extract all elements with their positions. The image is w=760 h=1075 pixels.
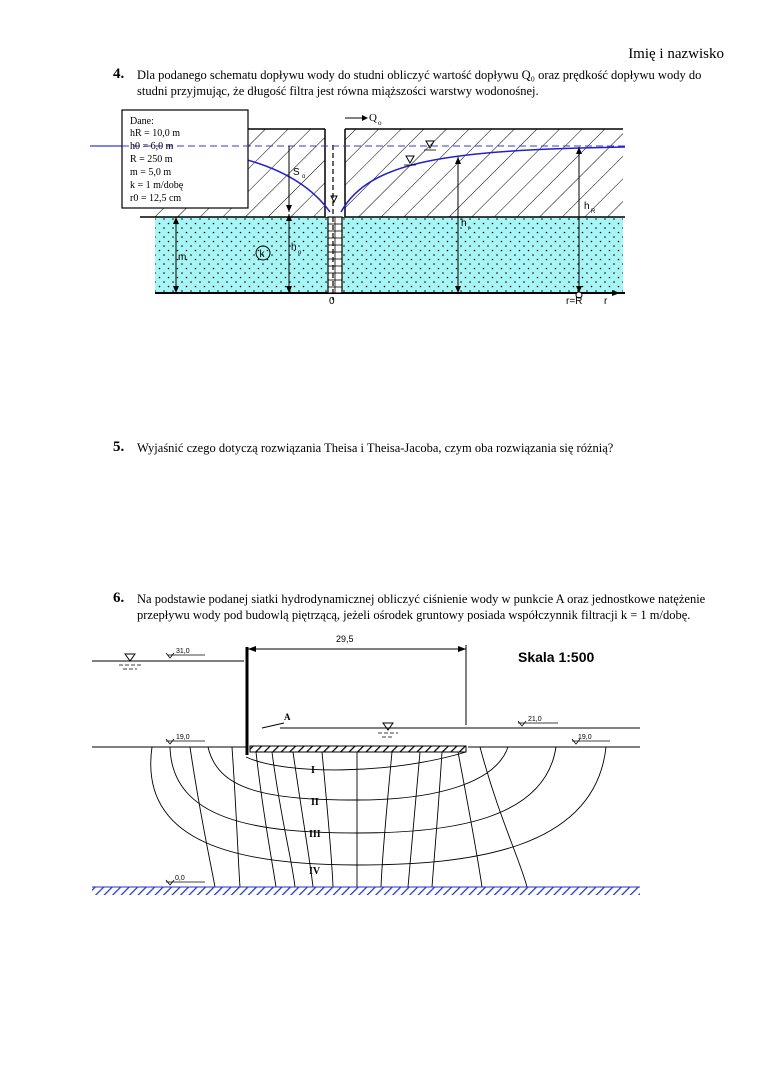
hr-sub: r (468, 226, 470, 232)
hR-label: h (584, 201, 590, 212)
hR-sub: R (591, 209, 596, 215)
s0-label: S (293, 167, 300, 178)
level-bottom: 0,0 (175, 875, 185, 882)
given-h0: h0 = 6,0 m (130, 141, 174, 152)
q4-number: 4. (113, 66, 125, 82)
level-upstream: 31,0 (176, 648, 190, 655)
well-casing (325, 129, 345, 217)
hr-label: h (461, 218, 467, 229)
k-label: k (259, 249, 265, 260)
q6-text-line2: przepływu wody pod budowlą piętrzącą, jeżeli ośrodek gruntowy posiada współczynnik filtracji k = 1 m/dobę. (137, 608, 691, 622)
s0-sub: o (302, 174, 306, 180)
flow-net-diagram (0, 625, 760, 905)
given-title: Dane: (130, 116, 154, 127)
r-label: r (604, 296, 608, 307)
given-k: k = 1 m/dobę (130, 180, 184, 191)
rR-label: r=R (566, 296, 583, 307)
given-m: m = 5,0 m (130, 167, 172, 178)
point-a-label: A (284, 712, 291, 722)
zone-IV: IV (309, 866, 321, 877)
equipotential-lines (190, 747, 527, 887)
q6-number: 6. (113, 590, 125, 606)
q6-text-line1: Na podstawie podanej siatki hydrodynamicznej obliczyć ciśnienie wody w punkcie A oraz jednostkowe natężenie (137, 592, 706, 606)
flow-lines (151, 747, 606, 865)
impermeable-base (92, 887, 640, 895)
level-downstream-ground: 19,0 (578, 734, 592, 741)
well-inflow-diagram (0, 100, 760, 315)
m-label: m (178, 252, 187, 263)
scale-label: Skala 1:500 (518, 649, 595, 665)
given-R: R = 250 m (130, 154, 173, 165)
given-hR: hR = 10,0 m (130, 128, 181, 139)
student-name-label: Imię i nazwisko (628, 46, 724, 62)
aquifer-layer (155, 217, 623, 293)
q4-text-line1: Dla podanego schematu dopływu wody do studni obliczyć wartość dopływu Q₀ oraz prędkość dopływu wody do (137, 68, 702, 82)
q-sub: o (378, 119, 382, 127)
well-filter (328, 217, 342, 293)
dimension-label: 29,5 (336, 634, 354, 644)
origin-label: 0 (329, 296, 335, 307)
level-downstream-water: 21,0 (528, 716, 542, 723)
q5-number: 5. (113, 439, 125, 455)
zone-III: III (309, 829, 321, 840)
level-upstream-ground: 19,0 (176, 734, 190, 741)
zone-I: I (311, 765, 315, 776)
q4-text-line2: studni przyjmując, że długość filtra jest równa miąższości warstwy wodonośnej. (137, 84, 539, 98)
h0-label: h (291, 242, 297, 253)
weir-apron (250, 746, 466, 752)
q5-text: Wyjaśnić czego dotyczą rozwiązania Theisa i Theisa-Jacoba, czym oba rozwiązania się różnią? (137, 441, 614, 455)
given-r0: r0 = 12,5 cm (130, 193, 182, 204)
zone-II: II (311, 797, 319, 808)
h0-sub: o (298, 250, 302, 256)
q-label: Q (369, 112, 377, 124)
